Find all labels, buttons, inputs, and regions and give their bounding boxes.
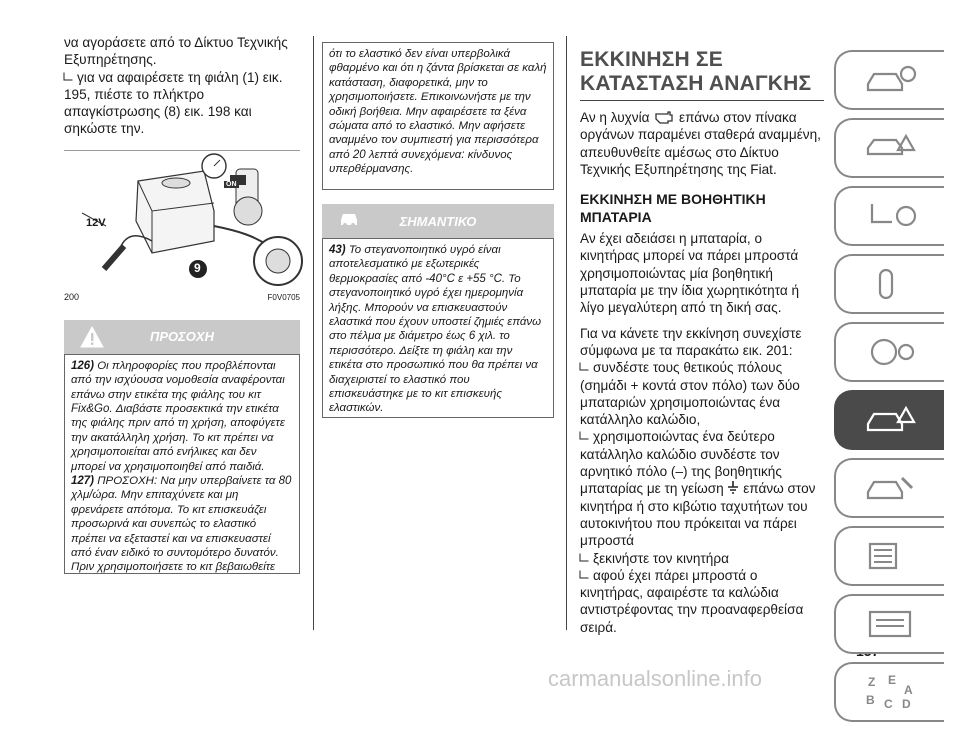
tab-car-info[interactable]: [834, 50, 944, 110]
section-rule: [580, 100, 824, 101]
tab-multimedia[interactable]: [834, 594, 944, 654]
figure-200: [64, 150, 300, 302]
tab-seat[interactable]: [834, 186, 944, 246]
alphabet-index-icon: [862, 672, 918, 712]
tab-maintenance[interactable]: [834, 458, 944, 518]
note-ref-127: 127): [71, 475, 95, 488]
caution-continued-text: ότι το ελαστικό δεν είναι υπερβολικά φθαρμένο και ότι η ζάντα βρίσκεται σε καλή κατάσταση, διαφορετικά, μην το χρησιμοποιήσετε. Επικοινωνήστε με την οδική βοήθεια. Μην αφαιρέσετε τα ξένα σώματα από το ελαστικό. Μην αφήσετε αναμμένο τον συμπιεστή για περισσότερα από 20 λεπτά συνεχόμενα: κίνδυνος υπερθέρμανσης.: [329, 48, 547, 176]
tab-emergency[interactable]: [834, 390, 944, 450]
column-divider: [313, 36, 314, 630]
spec-list-icon: [862, 540, 918, 572]
text: επάνω στον κινητήρα ή στο κιβώτιο ταχυτήτων του αυτοκινήτου που πρόκειται να πάρει μπροστά: [580, 481, 816, 549]
callout-9: 9: [194, 260, 201, 275]
label-12v: 12V: [86, 216, 106, 229]
svg-text:E: E: [888, 673, 897, 687]
seat-icon: [862, 200, 918, 232]
bullet-item: για να αφαιρέσετε τη φιάλη (1) εικ. 195, πιέστε το πλήκτρο απαγκίστρωσης (8) εικ. 198 και σηκώστε την.: [64, 69, 300, 138]
wrench-car-icon: [862, 472, 918, 504]
chapter-tabs: [834, 50, 960, 730]
text: επάνω στον πίνακα οργάνων παραμένει σταθερά αναμμένη, απευθυνθείτε αμέσως στο Δίκτυο Τεχνικής Εξυπηρέτησης της Fiat.: [580, 110, 821, 177]
svg-text:Z: Z: [868, 675, 876, 689]
label-on: ON: [226, 180, 237, 188]
column-divider: [566, 36, 567, 630]
note-126: Οι πληροφορίες που προβλέπονται από την ισχύουσα νομοθεσία αναφέρονται επάνω στην ετικέτα της φιάλης του κιτ Fix&Go. Διαβάστε προσεκτικά την ετικέτα της φιάλης πριν από τη χρήση, αποφύγετε την ακατάλληλη χρήση. Το κιτ πρέπει να χρησιμοποιείται από ενήλικες και δεν μπορεί να χρησιμοποιηθεί από παιδιά.: [71, 359, 285, 473]
steering-icon: [862, 336, 918, 368]
tab-key[interactable]: [834, 254, 944, 314]
svg-text:D: D: [902, 697, 911, 711]
important-box: [322, 238, 554, 418]
paragraph: να αγοράσετε από το Δίκτυο Τεχνικής Εξυπηρέτησης.: [64, 35, 288, 68]
tab-steering[interactable]: [834, 322, 944, 382]
tab-warning-lights[interactable]: [834, 118, 944, 178]
note-ref-43: 43): [329, 244, 346, 256]
bullet-item: ξεκινήστε τον κινητήρα: [580, 550, 824, 567]
multimedia-icon: [862, 608, 918, 640]
caution-banner: [64, 320, 300, 354]
paragraph: [580, 109, 824, 178]
figure-number: 200: [64, 291, 80, 302]
watermark: carmanualsonline.info: [548, 666, 763, 691]
paragraph: Για να κάνετε την εκκίνηση συνεχίστε σύμφωνα με τα παρακάτω εικ. 201:: [580, 325, 802, 358]
svg-text:A: A: [904, 683, 913, 697]
column-left: [64, 34, 300, 574]
important-banner: [322, 204, 554, 238]
bullet-item: [580, 428, 824, 549]
text: χρησιμοποιώντας ένα δεύτερο κατάλληλο καλώδιο συνδέστε τον αρνητικό πόλο (–) της βοηθητικής μπαταρίας με τη γείωση: [580, 429, 782, 497]
important-block: [322, 204, 554, 418]
figure-code: F0V0705: [267, 292, 300, 302]
ground-icon: [727, 481, 739, 495]
caution-continued-box: [322, 42, 554, 190]
emergency-car-icon: [862, 404, 918, 436]
svg-text:C: C: [884, 697, 893, 711]
caution-block: [64, 320, 300, 574]
paragraph: Αν έχει αδειάσει η μπαταρία, ο κινητήρας μπορεί να πάρει μπροστά χρησιμοποιώντας μία βοηθητική μπαταρία με την ίδια χωρητικότητα ή λίγο μεγαλύτερη από τη δική σας.: [580, 231, 800, 316]
column-right: [580, 48, 824, 636]
warning-triangle-icon: [80, 326, 104, 348]
note-127: ΠΡΟΣΟΧΗ: Να μην υπερβαίνετε τα 80 χλμ/ώρα. Μην επιταχύνετε και μη φρενάρετε απότομα. Το κιτ επισκευάζει προσωρινά και συνεπώς το ελαστικό πρέπει να εξεταστεί και να επισκευαστεί από έναν ειδικό το συντομότερο δυνατόν. Πριν χρησιμοποιήσετε το κιτ βεβαιωθείτε: [71, 475, 292, 574]
caution-box: [64, 354, 300, 574]
tab-index[interactable]: [834, 662, 944, 722]
column-middle: [322, 42, 554, 418]
text: Αν η λυχνία: [580, 110, 654, 125]
bullet-item: συνδέστε τους θετικούς πόλους (σημάδι + κοντά στον πόλο) των δύο μπαταριών χρησιμοποιώντας ένα κατάλληλο καλώδιο,: [580, 359, 824, 428]
key-icon: [862, 268, 918, 300]
note-ref-126: 126): [71, 359, 95, 372]
section-title: ΕΚΚΙΝΗΣΗ ΣΕ ΚΑΤΑΣΤΑΣΗ ΑΝΑΓΚΗΣ: [580, 48, 812, 95]
tab-specs[interactable]: [834, 526, 944, 586]
bullet-item: αφού έχει πάρει μπροστά ο κινητήρας, αφαιρέστε τα καλώδια αντιστρέφοντας την προαναφερθείσα σειρά.: [580, 567, 824, 636]
car-info-icon: [862, 64, 918, 96]
subheading: ΕΚΚΙΝΗΣΗ ΜΕ ΒΟΗΘΗΤΙΚΗ ΜΠΑΤΑΡΙΑ: [580, 191, 766, 226]
engine-warning-icon: [653, 110, 675, 124]
caution-title: ΠΡΟΣΟΧΗ: [150, 329, 214, 345]
svg-text:B: B: [866, 693, 875, 707]
note-43: Το στεγανοποιητικό υγρό είναι αποτελεσματικό με εξωτερικές θερμοκρασίες από -40°C ε +55 °C. Το στεγανοποιητικό υγρό έχει ημερομηνία λήξης. Μπορούν να επισκευαστούν ελαστικά που έχουν υποστεί ζημιές επάνω στο πέλμα με διάμετρο έως 6 χιλ. το περισσότερο. Δείξτε τη φιάλη και την ετικέτα στο προσωπικό που θα πρέπει να διαχειριστεί το ελαστικό που επισκευάστηκε με το κιτ επισκευής ελαστικών.: [329, 244, 542, 415]
warning-lights-icon: [862, 132, 918, 164]
important-title: ΣΗΜΑΝΤΙΚΟ: [399, 213, 477, 229]
car-wrench-icon: [338, 210, 360, 228]
